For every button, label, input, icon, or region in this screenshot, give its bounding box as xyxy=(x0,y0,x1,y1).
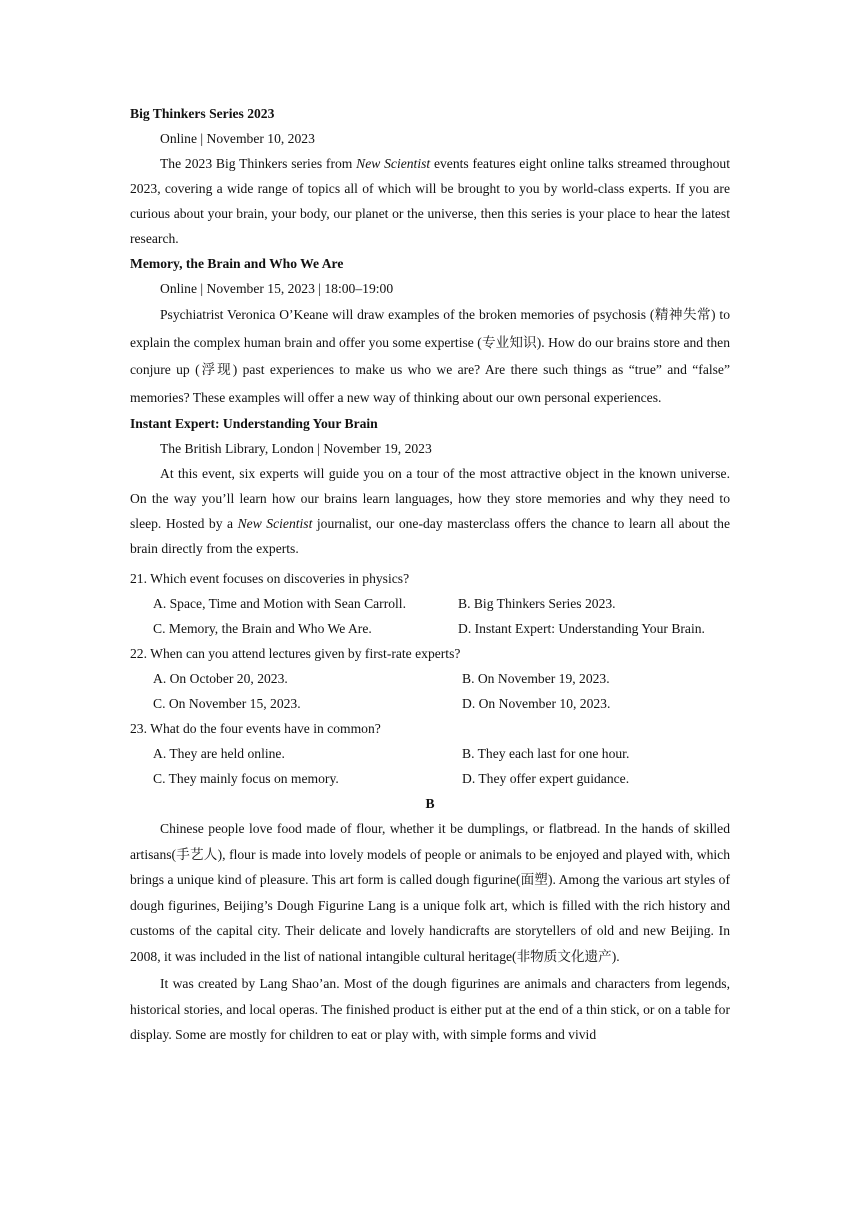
event-meta: The British Library, London | November 19, 2023 xyxy=(160,441,432,456)
option-c: C. Memory, the Brain and Who We Are. xyxy=(153,621,372,636)
event-title: Memory, the Brain and Who We Are xyxy=(130,256,344,271)
answer-options xyxy=(130,591,730,641)
option-a: A. They are held online. xyxy=(153,746,285,761)
question-block xyxy=(130,716,730,791)
option-a: A. On October 20, 2023. xyxy=(153,671,288,686)
option-b: B. On November 19, 2023. xyxy=(462,671,610,686)
question-stem: 21. Which event focuses on discoveries in physics? xyxy=(130,571,410,586)
question-block xyxy=(130,641,730,716)
event-meta: Online | November 10, 2023 xyxy=(160,131,315,146)
answer-options xyxy=(130,666,730,716)
option-b: B. Big Thinkers Series 2023. xyxy=(458,596,616,611)
event-title: Instant Expert: Understanding Your Brain xyxy=(130,416,378,431)
option-b: B. They each last for one hour. xyxy=(462,746,630,761)
passage-paragraph: It was created by Lang Shao’an. Most of the dough figurines are animals and characters from legends, historical stories, and local operas. The finished product is either put at the end of a thin stick, or on a table for display. Some are mostly for children to eat or play with, with simple forms and vivid xyxy=(130,976,730,1042)
event-description: Psychiatrist Veronica O’Keane will draw examples of the broken memories of psychosis (精神失常) to explain the complex human brain and offer you some expertise (专业知识). How do our brains store and then conjure up (浮现) past experiences to make us who we are? Are there such things as “true” and “false” memories? These examples will offer a new way of thinking about our own personal experiences. xyxy=(130,307,730,405)
event-description: The 2023 Big Thinkers series from New Scientist events features eight online talks streamed throughout 2023, covering a wide range of topics all of which will be brought to you by world-class experts. If you are curious about your brain, your body, our planet or the universe, then this series is your place to hear the latest research. xyxy=(130,156,730,246)
event-title: Big Thinkers Series 2023 xyxy=(130,106,275,121)
document-page xyxy=(130,101,730,1048)
passage-paragraph: Chinese people love food made of flour, whether it be dumplings, or flatbread. In the hands of skilled artisans(手艺人), flour is made into lovely models of people or animals to be enjoyed and played with, which brings a unique kind of pleasure. This art form is called dough figurine(面塑). Among the various art styles of dough figurines, Beijing’s Dough Figurine Lang is a unique folk art, which is filled with the rich history and customs of the capital city. Their delicate and lovely handicrafts are storytellers of old and new Beijing. In 2008, it was included in the list of national intangible cultural heritage(非物质文化遗产). xyxy=(130,821,730,964)
section-label: B xyxy=(425,796,435,811)
question-block xyxy=(130,566,730,641)
option-a: A. Space, Time and Motion with Sean Carroll. xyxy=(153,596,406,611)
question-stem: 23. What do the four events have in common? xyxy=(130,721,381,736)
option-d: D. On November 10, 2023. xyxy=(462,696,611,711)
answer-options xyxy=(130,741,730,791)
option-c: C. On November 15, 2023. xyxy=(153,696,301,711)
question-stem: 22. When can you attend lectures given by first-rate experts? xyxy=(130,646,461,661)
event-meta: Online | November 15, 2023 | 18:00–19:00 xyxy=(160,281,394,296)
option-c: C. They mainly focus on memory. xyxy=(153,771,339,786)
event-description: At this event, six experts will guide you on a tour of the most attractive object in the known universe. On the way you’ll learn how our brains learn languages, how they store memories and why they need to sleep. Hosted by a New Scientist journalist, our one-day masterclass offers the chance to learn all about the brain directly from the experts. xyxy=(130,466,731,556)
option-d: D. Instant Expert: Understanding Your Brain. xyxy=(458,621,705,636)
option-d: D. They offer expert guidance. xyxy=(462,771,630,786)
